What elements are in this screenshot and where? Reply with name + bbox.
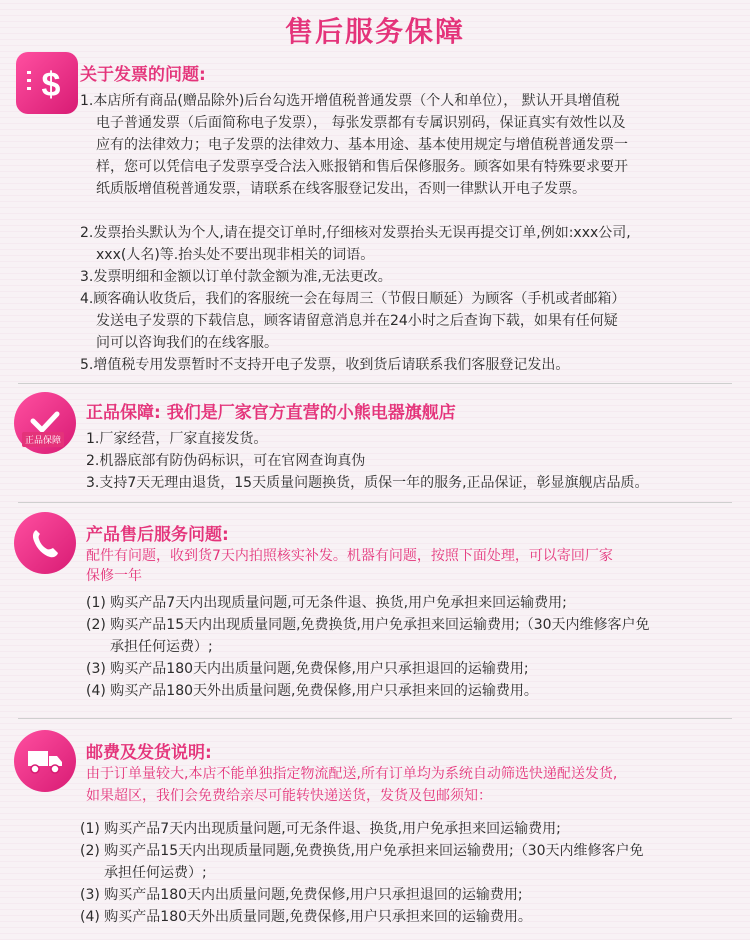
invoice-item-4-line-3: 问可以咨询我们的在线客服。 — [96, 335, 278, 351]
shipping-item-2-cont: 承担任何运费）; — [104, 865, 207, 881]
svg-text:$: $ — [41, 66, 61, 103]
divider — [18, 718, 732, 719]
invoice-item-1-line-2: 电子普通发票（后面简称电子发票）， 每张发票都有专属识别码，保证真实有效性以及 — [96, 115, 626, 131]
shipping-sub-line-1: 由于订单量较大,本店不能单独指定物流配送,所有订单均为系统自动筛选快递配送发货, — [86, 766, 618, 782]
shipping-item-1: (1) 购买产品7天内出现质量问题,可无条件退、换货,用户免承担来回运输费用; — [80, 821, 561, 837]
truck-icon — [14, 730, 76, 792]
shipping-item-3: (3) 购买产品180天内出质量问题,免费保修,用户只承担退回的运输费用; — [80, 887, 523, 903]
invoice-item-1-line-3: 应有的法律效力；电子发票的法律效力、基本用途、基本使用规定与增值税普通发票一 — [96, 137, 628, 153]
service-item-1: (1) 购买产品7天内出现质量问题,可无条件退、换货,用户免承担来回运输费用; — [86, 595, 567, 611]
service-item-2-cont: 承担任何运费）; — [110, 639, 213, 655]
invoice-item-5: 5.增值税专用发票暂时不支持开电子发票，收到货后请联系我们客服登记发出。 — [80, 357, 570, 373]
genuine-item-2: 2.机器底部有防伪码标识，可在官网查询真伪 — [86, 453, 366, 469]
invoice-dollar-icon — [16, 52, 78, 114]
shipping-item-2: (2) 购买产品15天内出现质量同题,免费换货,用户免承担来回运输费用;（30天内维修客户免 — [80, 843, 644, 859]
service-item-2: (2) 购买产品15天内出现质量同题,免费换货,用户免承担来回运输费用;（30天内维修客户免 — [86, 617, 650, 633]
genuine-item-1: 1.厂家经营，厂家直接发货。 — [86, 431, 268, 447]
divider — [18, 383, 732, 384]
shipping-sub-line-2: 如果超区，我们会免费给亲尽可能转快递送货，发货及包邮须知： — [86, 788, 492, 804]
invoice-heading: 关于发票的问题: — [80, 65, 206, 85]
invoice-item-1-line-1: 1.本店所有商品(赠品除外)后台勾选开增值税普通发票（个人和单位）， 默认开具增值税 — [80, 93, 620, 109]
invoice-item-1-line-4: 样，您可以凭信电子发票享受合法入账报销和售后保修服务。顾客如果有特殊要求要开 — [96, 159, 628, 175]
phone-icon — [14, 512, 76, 574]
genuine-heading: 正品保障: 我们是厂家官方直营的小熊电器旗舰店 — [86, 403, 456, 423]
service-sub-line-1: 配件有问题，收到货7天内拍照核实补发。机器有问题，按照下面处理，可以寄回厂家 — [86, 548, 613, 564]
divider — [18, 502, 732, 503]
genuine-item-3: 3.支持7天无理由退货，15天质量问题换货，质保一年的服务,正品保证，彰显旗舰店品质。 — [86, 475, 649, 491]
page-title: 售后服务保障 — [284, 15, 465, 48]
invoice-item-4-line-2: 发送电子发票的下载信息，顾客请留意消息并在24小时之后查询下载，如果有任何疑 — [96, 313, 618, 329]
invoice-item-1-line-5: 纸质版增值税普通发票，请联系在线客服登记发出，否则一律默认开电子发票。 — [96, 181, 586, 197]
invoice-item-2-line-1: 2.发票抬头默认为个人,请在提交订单时,仔细核对发票抬头无误再提交订单,例如:xxx公司, — [80, 225, 631, 241]
invoice-item-2-line-2: xxx(人名)等.抬头处不要出现非相关的词语。 — [96, 247, 375, 263]
service-heading: 产品售后服务问题: — [86, 525, 229, 545]
service-item-3: (3) 购买产品180天内出质量问题,免费保修,用户只承担退回的运输费用; — [86, 661, 529, 677]
service-item-4: (4) 购买产品180天外出质量问题,免费保修,用户只承担来回的运输费用。 — [86, 683, 538, 699]
shipping-heading: 邮费及发货说明: — [86, 743, 212, 763]
service-sub-line-2: 保修一年 — [86, 568, 142, 584]
invoice-item-4-line-1: 4.顾客确认收货后，我们的客服统一会在每周三（节假日顺延）为顾客（手机或者邮箱） — [80, 291, 626, 307]
shipping-item-4: (4) 购买产品180天外出质量同题,免费保修,用户只承担来回的运输费用。 — [80, 909, 532, 925]
invoice-item-3: 3.发票明细和金额以订单付款金额为准,无法更改。 — [80, 269, 392, 285]
genuine-badge-label: 正品保障 — [22, 432, 64, 447]
